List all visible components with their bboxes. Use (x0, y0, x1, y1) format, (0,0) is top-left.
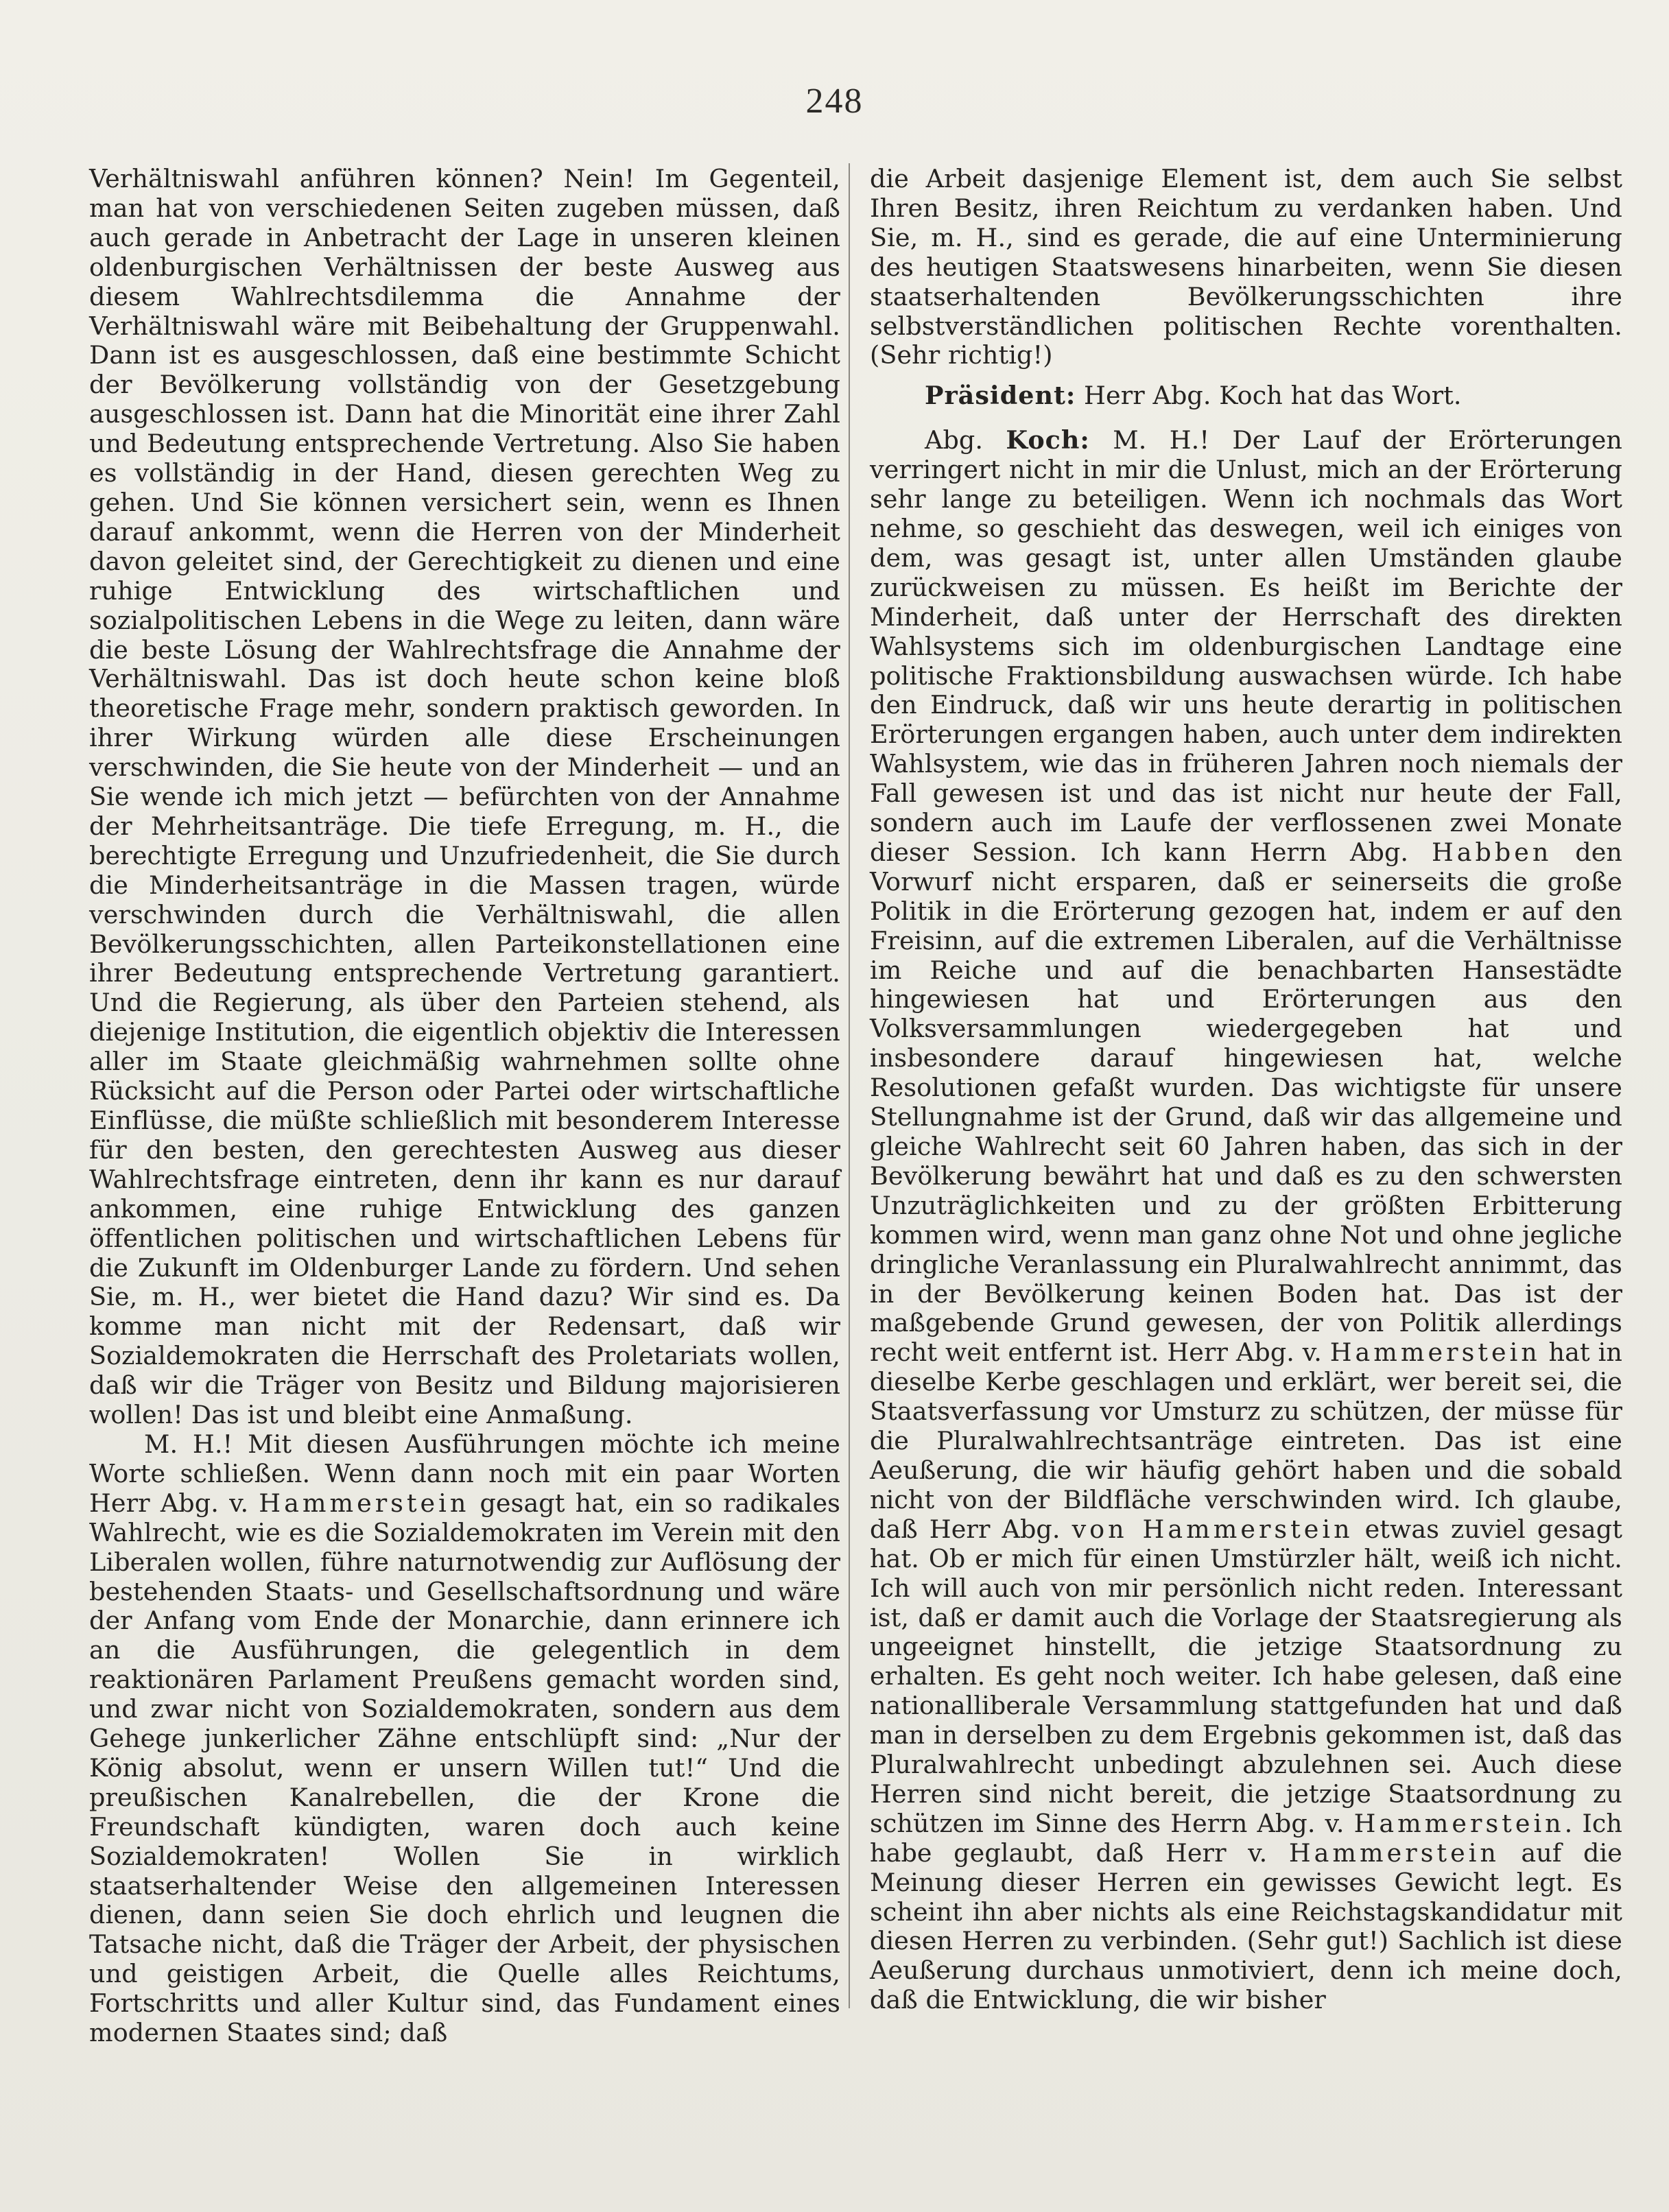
speaker-name-hammerstein: Hammerstein (1329, 1337, 1541, 1368)
speaker-name-hammerstein: von Hammerstein (1072, 1514, 1353, 1544)
text-run: auf die Meinung dieser Herren ein gewisses Gewicht legt. Es scheint ihn aber nichts als eine Reichstagskandidatur mit diesen Herren zu verbinden. (Sehr gut!) Sachlich ist diese Aeußerung durchaus unmotiviert, denn ich meine doch, daß die Entwicklung, die wir bisher (870, 1838, 1622, 2015)
speaker-name-hammerstein: Hammerstein (1288, 1838, 1500, 1868)
speaker-label-koch: Koch: (1006, 425, 1090, 455)
text-run: den Vorwurf nicht ersparen, daß er seinerseits die große Politik in die Erörterung gezogen hat, indem er auf den Freisinn, auf die extremen Liberalen, auf die Verhältnisse im Reiche und auf die benachbarten Hansestädte hingewiesen hat und Erörterungen aus den Volksversammlungen wiedergegeben hat und insbesondere darauf hingewiesen hat, welche Resolutionen gefaßt wurden. Das wichtigste für unsere Stellungnahme ist der Grund, daß wir das allgemeine und gleiche Wahlrecht seit 60 Jahren haben, das sich in der Bevölkerung bewährt hat und daß es zu den schwersten Unzuträglichkeiten und zu der größten Erbitterung kommen wird, wenn man ganz ohne Not und ohne jegliche dringliche Veranlassung ein Pluralwahlrecht annimmt, das in der Bevölkerung keinen Boden hat. Das ist der maßgebende Grund gewesen, der von Politik allerdings recht weit entfernt ist. Herr Abg. v. (870, 837, 1622, 1368)
page-number: 248 (805, 82, 864, 121)
koch-paragraph (870, 426, 1622, 2015)
speaker-name-habben: Habben (1431, 837, 1552, 867)
text-run: M. H.! Mit diesen Ausführungen möchte ich meine Worte schließen. Wenn dann noch mit ein paar Worten Herr Abg. v. (89, 1429, 840, 1518)
paragraph: Verhältniswahl anführen können? Nein! Im Gegenteil, man hat von verschiedenen Seiten zugeben müssen, daß auch gerade in Anbetracht der Lage in unseren kleinen oldenburgischen Verhältnissen der beste Ausweg aus diesem Wahlrechtsdilemma die Annahme der Verhältniswahl wäre mit Beibehaltung der Gruppenwahl. Dann ist es ausgeschlossen, daß eine bestimmte Schicht der Bevölkerung vollständig von der Gesetzgebung ausgeschlossen ist. Dann hat die Minorität eine ihrer Zahl und Bedeutung entsprechende Vertretung. Also Sie haben es vollständig in der Hand, diesen gerechten Weg zu gehen. Und Sie können versichert sein, wenn es Ihnen darauf ankommt, wenn die Herren von der Minderheit davon geleitet sind, der Gerechtigkeit zu dienen und eine ruhige Entwicklung des wirtschaftlichen und sozialpolitischen Lebens in die Wege zu leiten, dann wäre die beste Lösung der Wahlrechtsfrage die Annahme der Verhältniswahl. Das ist doch heute schon keine bloß theoretische Frage mehr, sondern praktisch geworden. In ihrer Wirkung würden alle diese Erscheinungen verschwinden, die Sie heute von der Minderheit — und an Sie wende ich mich jetzt — befürchten von der Annahme der Mehrheitsanträge. Die tiefe Erregung, m. H., die berechtigte Erregung und Unzufriedenheit, die Sie durch die Minderheitsanträge in die Massen tragen, würde verschwinden durch die Verhältniswahl, die allen Bevölkerungsschichten, allen Parteikonstellationen eine ihrer Bedeutung entsprechende Vertretung garantiert. Und die Regierung, als über den Parteien stehend, als diejenige Institution, die eigentlich objektiv die Interessen aller im Staate gleichmäßig wahrnehmen sollte ohne Rücksicht auf die Person oder Partei oder wirtschaftliche Einflüsse, die müßte schließlich mit besonderem Interesse für den besten, den gerechtesten Ausweg aus dieser Wahlrechtsfrage eintreten, denn ihr kann es nur darauf ankommen, eine ruhige Entwicklung des ganzen öffentlichen politischen und wirtschaftlichen Lebens für die Zukunft im Oldenburger Lande zu fördern. Und sehen Sie, m. H., wer bietet die Hand dazu? Wir sind es. Da komme man nicht mit der Redensart, daß wir Sozialdemokraten die Herrschaft des Proletariats wollen, daß wir die Träger von Besitz und Bildung majorisieren wollen! Das ist und bleibt eine Anmaßung. (89, 164, 840, 1430)
left-column (89, 165, 840, 2048)
text-run: hat in dieselbe Kerbe geschlagen und erklärt, wer bereit sei, die Staatsverfassung vor Umsturz zu schützen, der müsse für die Pluralwahlrechtsanträge eintreten. Das ist eine Aeußerung, die wir häufig gehört haben und die sobald nicht von der Bildfläche verschwinden wird. Ich glaube, daß Herr Abg. (870, 1337, 1622, 1544)
text-run: . Ich habe geglaubt, daß Herr v. (870, 1808, 1622, 1868)
speaker-label-president: Präsident: (925, 381, 1076, 411)
text-run: Herr Abg. Koch hat das Wort. (1076, 381, 1462, 411)
text-run: etwas zuviel gesagt hat. Ob er mich für einen Umstürzler hält, weiß ich nicht. Ich will auch von mir persönlich nicht reden. Interessant ist, daß er damit auch die Vorlage der Staatsregierung als ungeeignet hinstellt, die jetzige Staatsordnung zu erhalten. Es geht noch weiter. Ich habe gelesen, daß eine nationalliberale Versammlung stattgefunden hat und daß man in derselben zu dem Ergebnis gekommen ist, daß das Pluralwahlrecht unbedingt abzulehnen sei. Auch diese Herren sind nicht bereit, die jetzige Staatsordnung zu schützen im Sinne des Herrn Abg. v. (870, 1514, 1623, 1838)
president-paragraph (870, 381, 1622, 411)
text-run: M. H.! Der Lauf der Erörterungen verringert nicht in mir die Unlust, mich an der Erörterung sehr lange zu beteiligen. Wenn ich nochmals das Wort nehme, so geschieht das deswegen, weil ich einiges von dem, was gesagt ist, unter allen Umständen glaube zurückweisen zu müssen. Es heißt im Berichte der Minderheit, daß unter der Herrschaft des direkten Wahlsystems sich im oldenburgischen Landtage eine politische Fraktionsbildung auswachsen würde. Ich habe den Eindruck, daß wir uns heute derartig in politischen Erörterungen ergangen haben, auch unter dem indirekten Wahlsystem, wie das in früheren Jahren noch niemals der Fall gewesen ist und das ist nicht nur heute der Fall, sondern auch im Laufe der verflossenen zwei Monate dieser Session. Ich kann Herrn Abg. (870, 425, 1623, 867)
paragraph (89, 1430, 840, 2048)
speaker-name-hammerstein: Hammerstein (1353, 1808, 1565, 1838)
right-column (870, 165, 1622, 2015)
speaker-name-hammerstein: Hammerstein (259, 1488, 470, 1518)
column-divider (849, 163, 850, 2008)
paragraph: die Arbeit dasjenige Element ist, dem auch Sie selbst Ihren Besitz, ihren Reichtum zu verdanken haben. Und Sie, m. H., sind es gerade, die auf eine Unterminierung des heutigen Staatswesens hinarbeiten, wenn Sie diesen staatserhaltenden Bevölkerungsschichten ihre selbstverständlichen politischen Rechte vorenthalten. (Sehr richtig!) (870, 164, 1622, 370)
text-run: Abg. (925, 425, 1006, 455)
text-run: gesagt hat, ein so radikales Wahlrecht, wie es die Sozialdemokraten im Verein mit den Liberalen wollen, führe naturnotwendig zur Auflösung der bestehenden Staats- und Gesellschaftsordnung und wäre der Anfang vom Ende der Monarchie, dann erinnere ich an die Ausführungen, die gelegentlich in dem reaktionären Parlament Preußens gemacht worden sind, und zwar nicht von Sozialdemokraten, sondern aus dem Gehege junkerlicher Zähne entschlüpft sind: „Nur der König absolut, wenn er unsern Willen tut!“ Und die preußischen Kanalrebellen, die der Krone die Freundschaft kündigten, waren doch auch keine Sozialdemokraten! Wollen Sie in wirklich staatserhaltender Weise den allgemeinen Interessen dienen, dann seien Sie doch ehrlich und leugnen die Tatsache nicht, daß die Träger der Arbeit, der physischen und geistigen Arbeit, die Quelle alles Reichtums, Fortschritts und aller Kultur sind, das Fundament eines modernen Staates sind; daß (89, 1488, 840, 2048)
